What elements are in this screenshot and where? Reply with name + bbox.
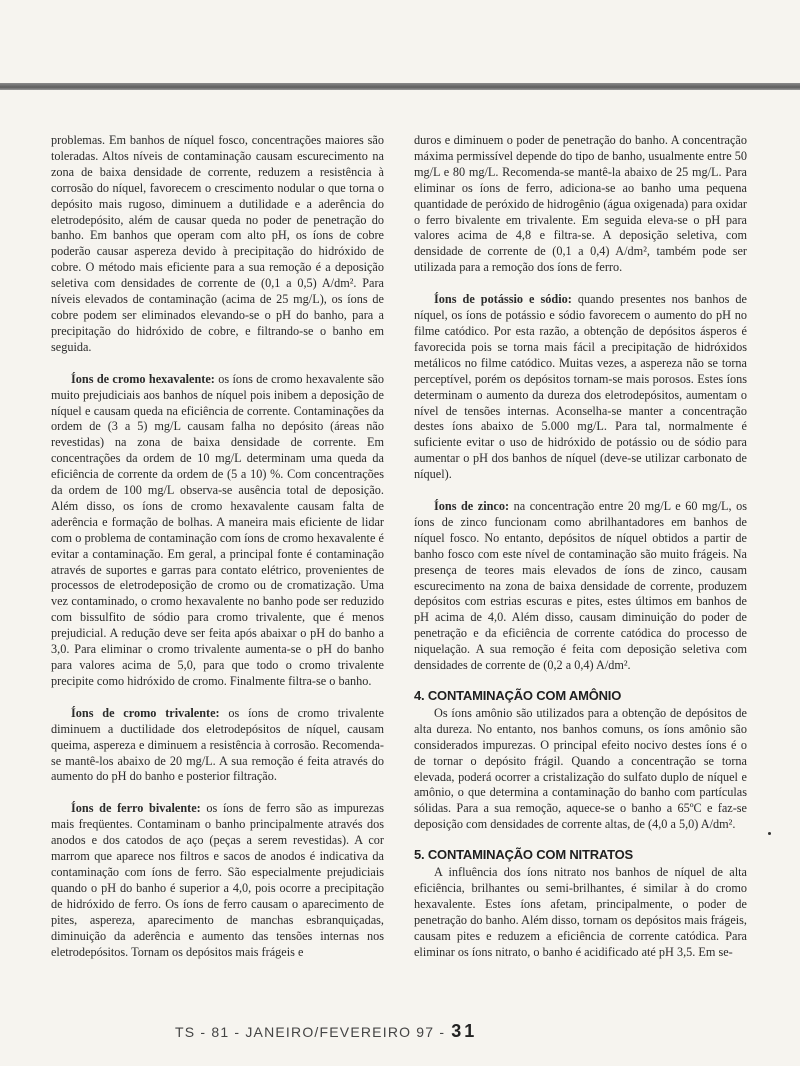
paragraph-ferro-bivalente bbox=[51, 801, 384, 960]
text-cromo-hexavalente: os íons de cromo hexavalente são muito prejudiciais aos banhos de níquel pois inibem a deposição de níquel e causam queda na eficiência de corrente. Contaminações da ordem de (3 a 5) mg/L causam falha no depósito (áreas não revestidas) na zona de baixa densidade de corrente. Em concentrações da ordem de 10 mg/L determinam uma queda da eficiência de corrente da ordem de (5 a 10) %. Com concentrações da ordem de 100 mg/L observa-se ausência total de deposição. Além disso, os íons de cromo hexavalente causam falta de aderência e formação de bolhas. A maneira mais eficiente de lidar com o problema de contaminação com íons de cromo hexavalente é evitar a contaminação. Em geral, a principal fonte é contaminação através de suportes e garras para contato elétrico, provenientes de processos de eletrodeposição de cromo ou de cromatização. Uma vez contaminado, o cromo hexavalente no banho pode ser reduzido com bissulfito de sódio para cromo trivalente, que é menos prejudicial. A redução deve ser feita após abaixar o pH do banho a 3,0. Para eliminar o cromo trivalente aumenta-se o pH do banho para valores acima de 5,0, para que todo o cromo trivalente precipite como hidróxido de cromo. Finalmente filtra-se o banho. bbox=[51, 371, 384, 688]
footer-issue: TS - 81 - JANEIRO/FEVEREIRO 97 - bbox=[175, 1024, 446, 1040]
right-column bbox=[414, 133, 747, 977]
paragraph-cromo-hexavalente bbox=[51, 372, 384, 690]
header-rule bbox=[0, 83, 800, 90]
section-heading-amonio: 4. CONTAMINAÇÃO COM AMÔNIO bbox=[414, 688, 622, 703]
margin-dot bbox=[768, 832, 771, 835]
paragraph-cobre-cont: problemas. Em banhos de níquel fosco, concentrações maiores são toleradas. Altos níveis de contaminação causam escurecimento na zona de baixa densidade de corrente, reduzem a resistência à corrosão do níquel, favorecem o crescimento nodular o que torna o depósito mais rugoso, diminuem a dutilidade e a aderência do eletrodepósito, além de causar queda no poder de penetração do banho. Em banhos que operam com alto pH, os íons de cobre poderão causar aspereza devido à precipitação do hidróxido de cobre. O método mais eficiente para a sua remoção é a deposição seletiva com densidades de corrente de (0,1 a 0,5) A/dm². Para níveis elevados de contaminação (acima de 25 mg/L), os íons de cobre podem ser eliminados elevando-se o pH do banho, para a precipitação do hidróxido de cobre, e filtrando-se o banho em seguida. bbox=[51, 133, 384, 354]
text-cromo-trivalente: os íons de cromo trivalente diminuem a ductilidade dos eletrodepósitos de níquel, causam queima, aspereza e diminuem a resistência à corrosão. Recomenda-se mantê-los abaixo de 20 mg/L. A sua remoção é feita através do aumento do pH do banho e posterior filtração. bbox=[51, 705, 384, 784]
paragraph-zinco bbox=[414, 499, 747, 674]
section-heading-nitratos: 5. CONTAMINAÇÃO COM NITRATOS bbox=[414, 847, 634, 863]
subheading-cromo-hexavalente: Íons de cromo hexavalente: bbox=[71, 371, 215, 386]
subheading-ferro-bivalente: Íons de ferro bivalente: bbox=[71, 801, 201, 816]
page-footer bbox=[175, 1021, 615, 1042]
paragraph-nitratos: A influência dos íons nitrato nos banhos de níquel de alta eficiência, brilhantes ou semi-brilhantes, é similar à do cromo hexavalente. Estes íons afetam, principalmente, o poder de penetração do banho. Além disso, tornam os depósitos mais frágeis, causam pites e reduzem a eficiência de corrente catódica. Para eliminar os íons nitrato, o banho é acidificado até pH 3,5. Em se- bbox=[414, 865, 747, 959]
subheading-cromo-trivalente: Íons de cromo trivalente: bbox=[71, 705, 220, 720]
text-ferro-bivalente: os íons de ferro são as impurezas mais freqüentes. Contaminam o banho principalmente através dos anodos e dos catodos de aço (peças a serem revestidas). A cor marrom que aparece nos filtros e sacos de anodos é indicativa da contaminação com íons de ferro. São especialmente prejudiciais quando o pH do banho é superior a 4,0, pois ocorre a precipitação de hidróxido de ferro. Os íons de ferro causam o aparecimento de pites, aspereza, aparecimento de manchas esbranquiçadas, diminuição da aderência e aumento das tensões internas nos eletrodepósitos. Tornam os depósitos mais frágeis e bbox=[51, 801, 384, 959]
text-zinco: na concentração entre 20 mg/L e 60 mg/L, os íons de zinco funcionam como abrilhantadores em banhos de níquel fosco. No entanto, depósitos de níquel obtidos a partir de banho fosco com este nível de contaminação são muito frágeis. Na presença de teores mais elevados de íons de zinco, causam escurecimento na zona de baixa densidade de corrente, produzem depósitos com estrias escuras e pites, estes últimos em banhos de pH acima de 4,0. Além disso, causam diminuição do poder de penetração e da eficiência de corrente catódica do processo de niquelação. A sua remoção é feita com deposição seletiva com densidades de corrente de (0,2 a 0,4) A/dm². bbox=[414, 499, 747, 673]
paragraph-cromo-trivalente bbox=[51, 706, 384, 786]
paragraph-ferro-cont: duros e diminuem o poder de penetração do banho. A concentração máxima permissível depende do tipo de banho, usualmente entre 50 mg/L e 80 mg/L. Recomenda-se mantê-la abaixo de 25 mg/L. Para eliminar os íons de ferro, adiciona-se ao banho uma pequena quantidade de peróxido de hidrogênio (água oxigenada) para oxidar o ferro bivalente em trivalente. Em seguida eleva-se o pH para valores acima de 4,8 e filtra-se. A deposição seletiva, com densidade de corrente de (0,1 a 0,4) A/dm², também pode ser utilizada para a remoção dos íons de ferro. bbox=[414, 133, 747, 275]
left-column bbox=[51, 133, 384, 976]
subheading-potassio-sodio: Íons de potássio e sódio: bbox=[434, 292, 572, 307]
subheading-zinco: Íons de zinco: bbox=[434, 499, 510, 514]
paragraph-potassio-sodio bbox=[414, 292, 747, 483]
text-potassio-sodio: quando presentes nos banhos de níquel, os íons de potássio e sódio favorecem o aumento do pH no filme catódico. Por esta razão, a obtenção de depósitos ásperos é favorecida pois se torna mais fácil a precipitação de hidróxidos metálicos no filme catódico. Muitas vezes, a aspereza não se torna perceptível, porém os depósitos tornam-se mais porosos. Estes íons determinam o aumento da dureza dos eletrodepósitos, aumentam o nível de tensões internas. Aconselha-se manter a concentração destes íons abaixo de 5.000 mg/L. Para tal, normalmente é suficiente evitar o uso de hidróxido de potássio ou de sódio para aumentar o pH dos banhos de níquel (deve-se utilizar carbonato de níquel). bbox=[414, 292, 747, 482]
paragraph-amonio: Os íons amônio são utilizados para a obtenção de depósitos de alta dureza. No entanto, nos banhos comuns, os íons amônio são considerados impurezas. O principal efeito nocivo destes íons é o de tornar o depósito frágil. Quando a concentração se torna elevada, poderá ocorrer a cristalização do sulfato duplo de níquel e amônio, o que determina a contaminação do banho com partículas sólidas. Para a sua remoção, aquece-se o banho a 65ºC e faz-se deposição com densidades de corrente altas, de (4,0 a 5,0) A/dm². bbox=[414, 705, 747, 832]
page-number: 31 bbox=[451, 1021, 478, 1041]
